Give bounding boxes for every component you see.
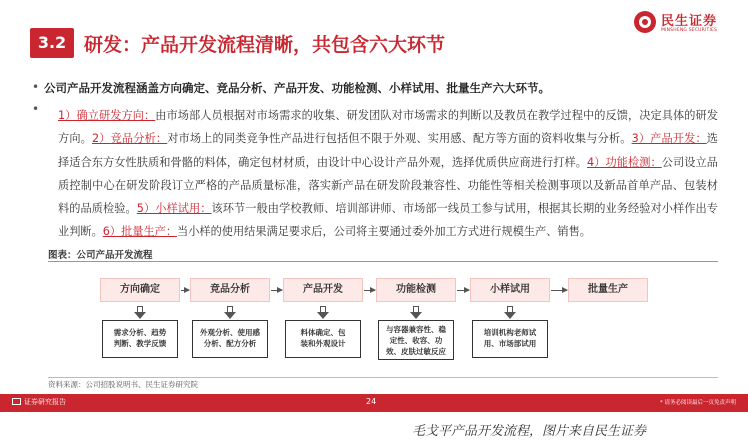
flow-detail-3 <box>285 320 361 358</box>
section-number: 3.2 <box>30 28 74 58</box>
detail-line: 需求分析、趋势 <box>113 328 167 337</box>
image-caption: 毛戈平产品开发流程，图片来自民生证券 <box>412 424 647 439</box>
flow-step-1: 方向确定 <box>100 278 180 302</box>
detail-line: 培训机构老师试 <box>483 328 537 337</box>
flow-step-3: 产品开发 <box>283 278 363 302</box>
flow-step-6: 批量生产 <box>568 278 648 302</box>
down-arrow-icon <box>317 306 329 320</box>
detail-paragraph <box>58 104 718 244</box>
flow-arrow-icon <box>364 290 375 291</box>
logo-name-cn: 民生证券 <box>661 14 718 29</box>
detail-line: 用、市场部试用 <box>483 339 537 348</box>
stage-4-label: 4）功能检测： <box>587 155 662 169</box>
logo-name-en: MINSHENG SECURITIES <box>661 28 718 33</box>
flow-step-5: 小样试用 <box>470 278 550 302</box>
brand-logo <box>634 10 738 40</box>
source-divider <box>48 377 718 378</box>
down-arrow-icon <box>134 306 146 320</box>
flow-detail-5 <box>472 320 548 358</box>
down-arrow-icon <box>410 306 422 320</box>
flow-detail-2 <box>192 320 268 358</box>
figure-source: 资料来源：公司招股说明书、民生证券研究院 <box>48 380 198 389</box>
stage-4-text: 公司设立品质控制中心在研发阶段订立严格的产品质量标准，落实新产品在研发阶段兼容性、功能性等相关检测事项以及新品首单产品、包装材料的品质检验。 <box>58 155 718 216</box>
flow-detail-1 <box>102 320 178 358</box>
section-title: 研发：产品开发流程清晰，共包含六大环节 <box>84 34 446 56</box>
figure-divider <box>48 261 718 262</box>
bullet-dot-icon: • <box>32 102 40 116</box>
stage-3-text: 选择适合东方女性肤质和骨骼的料体，确定包材材质，由设计中心设计产品外观，选择优质供应商进行打样。 <box>58 132 718 169</box>
stage-2-text: 对市场上的同类竞争性产品进行包括但不限于外观、实用感、配方等方面的资料收集与分析。 <box>167 132 632 146</box>
detail-line: 料体确定、包 <box>300 328 346 337</box>
down-arrow-icon <box>224 306 236 320</box>
down-arrow-icon <box>504 306 516 320</box>
summary-bullet: 公司产品开发流程涵盖方向确定、竞品分析、产品开发、功能检测、小样试用、批量生产六大环节。 <box>44 81 550 95</box>
stage-2-label: 2）竞品分析： <box>91 132 168 146</box>
detail-line: 装和外观设计 <box>300 339 346 348</box>
detail-line: 判断、教学反馈 <box>113 339 167 348</box>
slide-header <box>0 0 748 70</box>
footer-left-text: 证券研究报告 <box>24 398 66 406</box>
flow-step-4: 功能检测 <box>376 278 456 302</box>
stage-1-text: 由市场部人员根据对市场需求的收集、研发团队对市场需求的判断以及教员在教学过程中的反馈，决定具体的研发方向。 <box>58 109 718 146</box>
bullet-dot-icon: • <box>32 80 40 94</box>
flow-step-2: 竞品分析 <box>190 278 270 302</box>
stage-6-label: 6）批量生产： <box>102 225 178 239</box>
detail-line: 与容器兼容性、稳 <box>386 325 446 334</box>
flow-arrow-icon <box>551 290 567 291</box>
stage-5-text: 该环节一般由学校教师、培训部讲师、市场部一线员工参与试用，根据其长期的业务经验对小样作出专业判断。 <box>58 202 718 239</box>
footer-disclaimer: * 请务必阅读最后一页免责声明 <box>660 400 736 406</box>
flow-arrow-icon <box>271 290 282 291</box>
page-number: 24 <box>366 397 377 406</box>
slide-footer <box>0 394 748 412</box>
stage-1-label: 1）确立研发方向： <box>58 109 156 122</box>
stage-6-text: 当小样的使用结果满足要求后，公司将主要通过委外加工方式进行规模生产、销售。 <box>177 225 591 239</box>
logo-mark-icon <box>634 11 656 33</box>
detail-line: 分析、配方分析 <box>203 339 257 348</box>
footer-report-type <box>12 397 66 407</box>
book-icon <box>12 398 21 405</box>
flow-arrow-icon <box>181 290 189 291</box>
detail-line: 外观分析、使用感 <box>200 328 260 337</box>
detail-line: 效、皮肤过敏反应 <box>386 347 446 356</box>
figure-label: 图表：公司产品开发流程 <box>48 250 153 261</box>
flow-arrow-icon <box>457 290 469 291</box>
detail-line: 定性、收容、功 <box>389 336 443 345</box>
stage-5-label: 5）小样试用： <box>136 202 212 216</box>
flow-detail-4 <box>378 320 454 360</box>
stage-3-label: 3）产品开发： <box>631 132 707 146</box>
